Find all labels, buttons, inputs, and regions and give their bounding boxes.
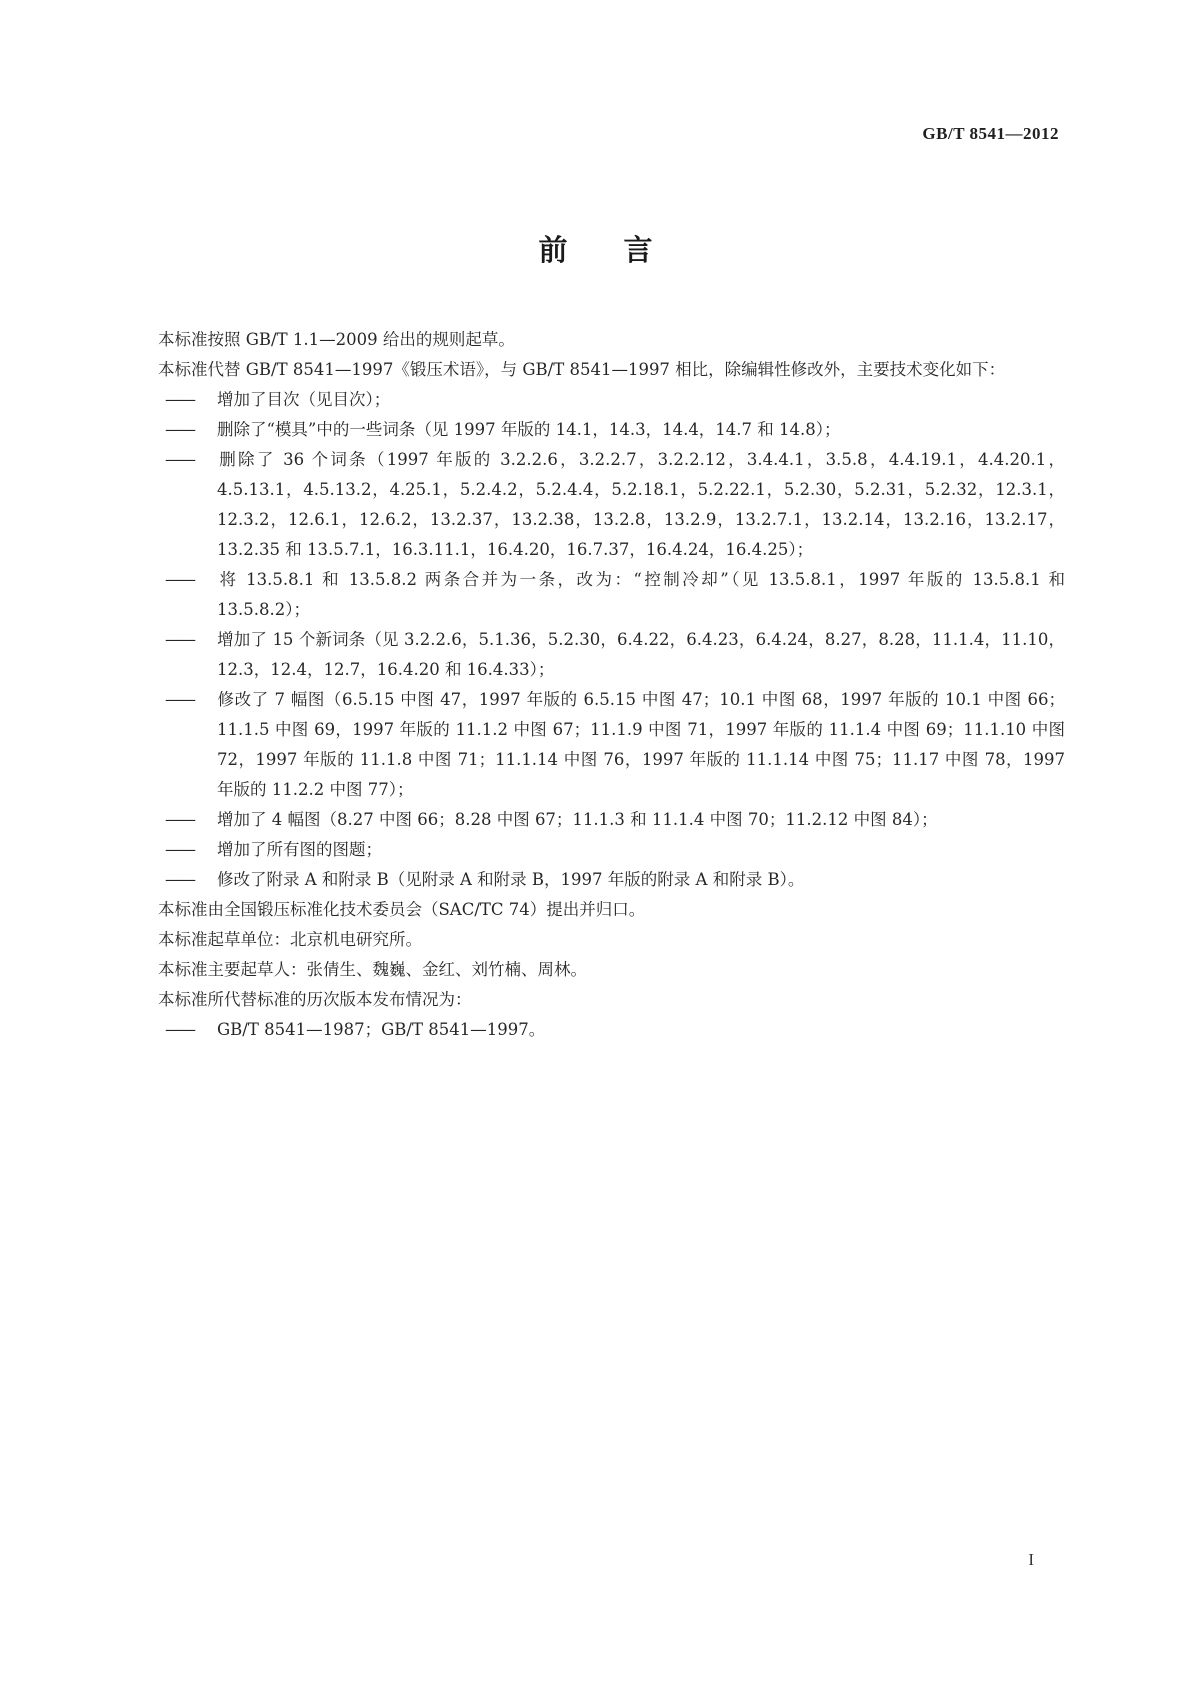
list-item-text: 增加了目次（见目次）；	[217, 390, 391, 409]
list-item-text: 增加了所有图的图题；	[217, 840, 382, 859]
dash-marker: ——	[165, 420, 194, 439]
dash-marker: ——	[165, 870, 194, 889]
list-item-text: 删除了“模具”中的一些词条（见 1997 年版的 14.1，14.3，14.4，14.7 和 14.8）；	[217, 420, 841, 439]
paragraph-drafters: 本标准主要起草人：张倩生、魏巍、金红、刘竹楠、周林。	[158, 960, 587, 979]
list-item-text: 删除了 36 个词条（1997 年版的 3.2.2.6，3.2.2.7，3.2.2.12，3.4.4.1，3.5.8，4.4.19.1，4.4.20.1，4.5.13.1，4.5.13.2，4.25.1，5.2.4.2，5.2.4.4，5.2.18.1，5.2.22.1，5.2.30，5.2.31，5.2.32，12.3.1，12.3.2，12.6.1，12.6.2，13.2.37，13.2.38，13.2.8，13.2.9，13.2.7.1，13.2.14，13.2.16，13.2.17，13.2.35 和 13.5.7.1，16.3.11.1，16.4.20，16.7.37，16.4.24，16.4.25）；	[217, 450, 1065, 559]
dash-marker: ——	[165, 630, 194, 649]
list-item-text: 将 13.5.8.1 和 13.5.8.2 两条合并为一条，改为：“控制冷却”（见 13.5.8.1，1997 年版的 13.5.8.1 和 13.5.8.2）；	[217, 570, 1065, 619]
dash-marker: ——	[165, 390, 194, 409]
dash-marker: ——	[165, 570, 194, 589]
dash-marker: ——	[165, 810, 194, 829]
list-item	[125, 835, 1065, 865]
paragraph-drafting-rules: 本标准按照 GB/T 1.1—2009 给出的规则起草。	[158, 330, 515, 349]
standard-code: GB/T 8541—2012	[922, 124, 1059, 143]
list-item	[125, 445, 1065, 565]
list-item	[125, 685, 1065, 805]
list-item	[125, 805, 1065, 835]
dash-marker: ——	[165, 1020, 194, 1039]
list-item-text: 增加了 4 幅图（8.27 中图 66；8.28 中图 67；11.1.3 和 11.1.4 中图 70；11.2.12 中图 84）；	[217, 810, 938, 829]
list-item	[125, 865, 1065, 895]
page-title: 前言	[538, 233, 709, 267]
foreword-body	[125, 325, 1065, 1045]
dash-marker: ——	[165, 450, 194, 469]
list-item-text: GB/T 8541—1987；GB/T 8541—1997。	[217, 1020, 546, 1039]
page-number: I	[1028, 1550, 1034, 1569]
list-item	[125, 565, 1065, 625]
list-item	[125, 385, 1065, 415]
list-item-text: 增加了 15 个新词条（见 3.2.2.6，5.1.36，5.2.30，6.4.22，6.4.23，6.4.24，8.27，8.28，11.1.4，11.10，12.3，12.4，12.7，16.4.20 和 16.4.33）；	[217, 630, 1065, 679]
paragraph-version-history: 本标准所代替标准的历次版本发布情况为：	[158, 990, 472, 1009]
paragraph-proposer: 本标准由全国锻压标准化技术委员会（SAC/TC 74）提出并归口。	[158, 900, 646, 919]
dash-marker: ——	[165, 840, 194, 859]
paragraph-drafting-unit: 本标准起草单位：北京机电研究所。	[158, 930, 422, 949]
list-item-previous-versions	[125, 1015, 1065, 1045]
list-item	[125, 415, 1065, 445]
list-item	[125, 625, 1065, 685]
list-item-text: 修改了 7 幅图（6.5.15 中图 47，1997 年版的 6.5.15 中图 47；10.1 中图 68，1997 年版的 10.1 中图 66；11.1.5 中图 69，1997 年版的 11.1.2 中图 67；11.1.9 中图 71，1997 年版的 11.1.4 中图 69；11.1.10 中图 72，1997 年版的 11.1.8 中图 71；11.1.14 中图 76，1997 年版的 11.1.14 中图 75；11.17 中图 78，1997 年版的 11.2.2 中图 77）；	[217, 690, 1065, 799]
paragraph-replacement: 本标准代替 GB/T 8541—1997《锻压术语》，与 GB/T 8541—1997 相比，除编辑性修改外，主要技术变化如下：	[158, 360, 1006, 379]
list-item-text: 修改了附录 A 和附录 B（见附录 A 和附录 B，1997 年版的附录 A 和附录 B）。	[217, 870, 805, 889]
dash-marker: ——	[165, 690, 194, 709]
